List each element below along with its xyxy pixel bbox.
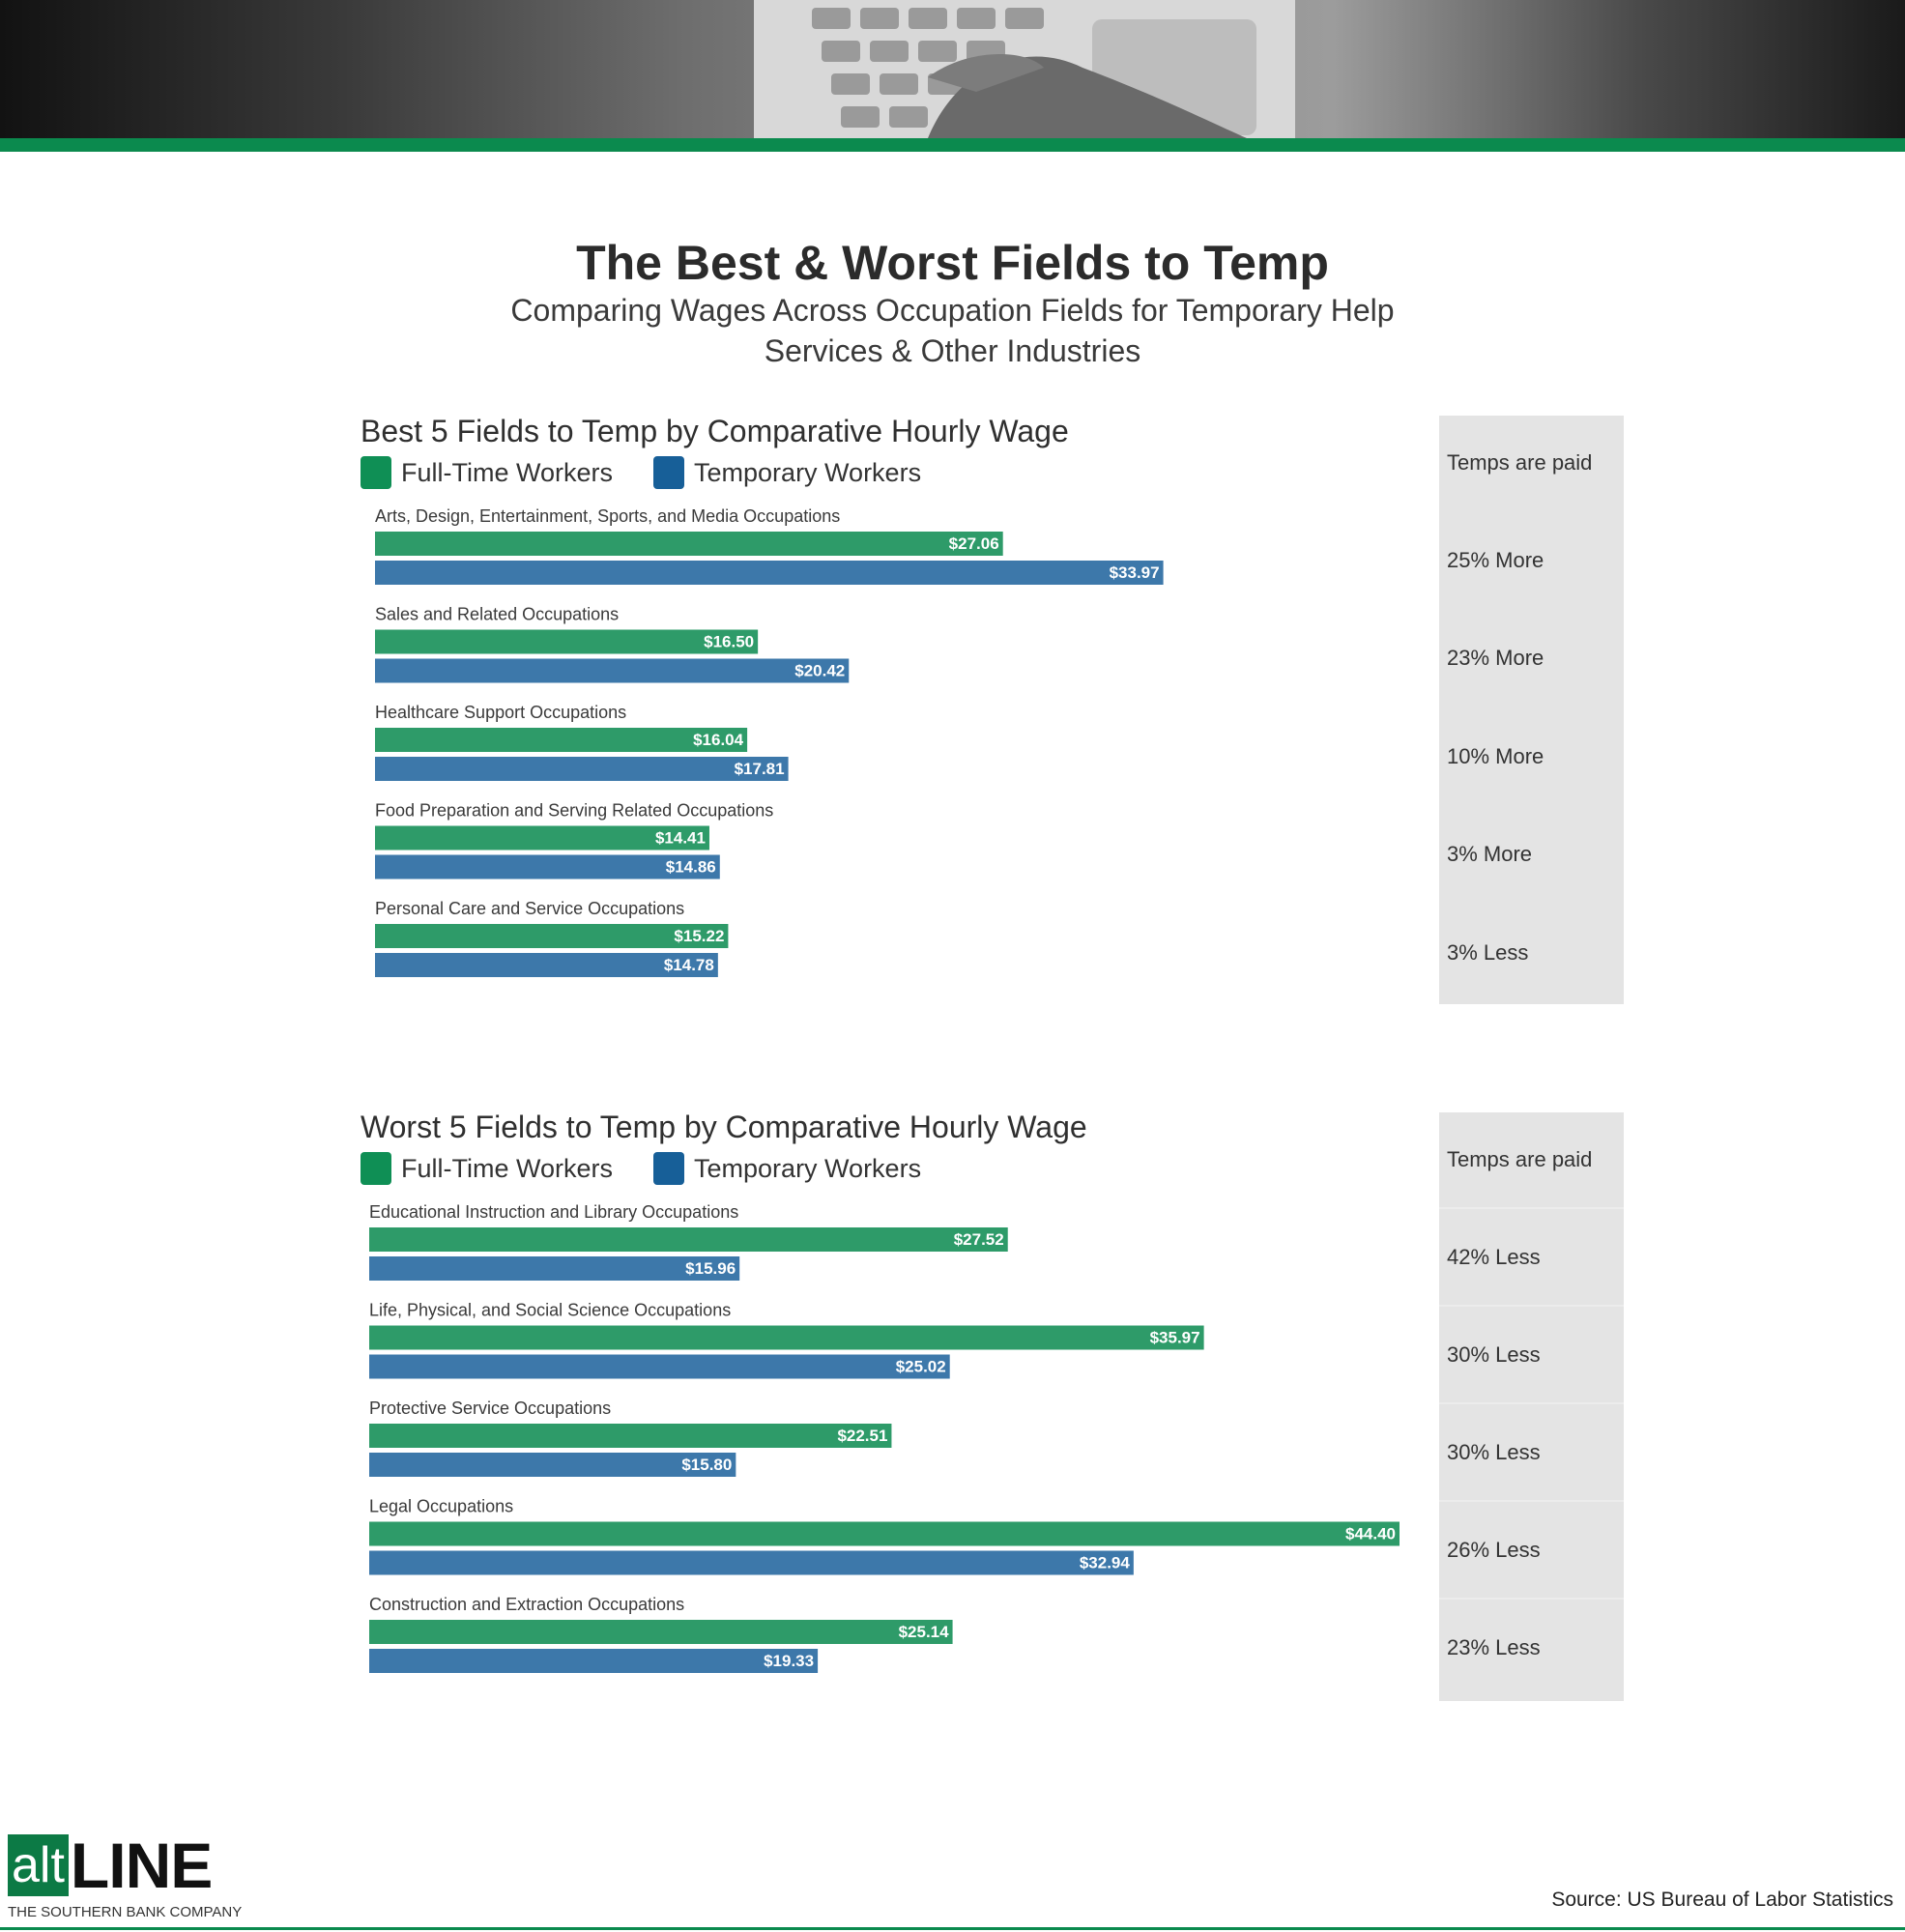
best-temporary-bar-1 <box>375 561 1164 585</box>
best-full-time-value-2: $16.50 <box>704 632 755 651</box>
best-category-label-5: Personal Care and Service Occupations <box>375 899 685 918</box>
worst-temporary-bar-5 <box>369 1649 818 1673</box>
best-category-label-3: Healthcare Support Occupations <box>375 703 627 722</box>
worst-full-time-bar-5 <box>369 1620 953 1644</box>
worst-category-label-3: Protective Service Occupations <box>369 1399 612 1418</box>
worst-legend <box>361 1152 962 1185</box>
legend-full-time-label: Full-Time Workers <box>401 1153 614 1183</box>
full-time-swatch <box>361 456 391 489</box>
best-comparison-5: 3% Less <box>1447 940 1529 965</box>
best-side-header: Temps are paid <box>1447 450 1593 475</box>
best-comparison-2: 23% More <box>1447 646 1544 670</box>
best-comparison-4: 3% More <box>1447 842 1533 866</box>
worst-full-time-value-2: $35.97 <box>1149 1328 1200 1347</box>
best-temporary-value-2: $20.42 <box>794 661 846 680</box>
worst-full-time-value-4: $44.40 <box>1345 1524 1396 1543</box>
best-full-time-value-4: $14.41 <box>654 828 706 848</box>
legend-full-time <box>361 1152 613 1185</box>
legend-temporary-label: Temporary Workers <box>694 457 922 487</box>
source-note: Source: US Bureau of Labor Statistics <box>1551 1889 1893 1911</box>
best-full-time-value-1: $27.06 <box>948 534 999 553</box>
full-time-swatch <box>361 1152 391 1185</box>
worst-full-time-value-1: $27.52 <box>953 1230 1004 1249</box>
logo-tagline: THE SOUTHERN BANK COMPANY <box>8 1904 243 1920</box>
best-full-time-bar-2 <box>375 630 758 654</box>
altline-logo <box>8 1830 269 1926</box>
worst-temporary-value-2: $25.02 <box>895 1357 946 1376</box>
legend-temporary-label: Temporary Workers <box>694 1153 922 1183</box>
page-title: The Best & Worst Fields to Temp <box>576 236 1329 290</box>
best-temporary-value-3: $17.81 <box>734 760 785 778</box>
footer-accent-line <box>0 1927 1905 1930</box>
worst-full-time-value-5: $25.14 <box>898 1623 949 1641</box>
worst-category-label-2: Life, Physical, and Social Science Occupations <box>369 1300 732 1320</box>
logo-line-text: LINE <box>70 1830 213 1901</box>
best-category-label-2: Sales and Related Occupations <box>375 604 620 624</box>
temporary-swatch <box>653 456 684 489</box>
best-chart-title: Best 5 Fields to Temp by Comparative Hourly Wage <box>361 414 1069 448</box>
worst-comparison-2: 30% Less <box>1447 1342 1541 1367</box>
worst-temporary-value-5: $19.33 <box>764 1652 815 1670</box>
worst-comparison-1: 42% Less <box>1447 1245 1541 1269</box>
worst-side-header: Temps are paid <box>1447 1147 1593 1171</box>
best-full-time-bar-3 <box>375 728 747 752</box>
best-full-time-value-5: $15.22 <box>674 927 725 945</box>
legend-temporary <box>653 1152 921 1185</box>
worst-temporary-bar-4 <box>369 1551 1134 1575</box>
worst-full-time-bar-1 <box>369 1227 1008 1252</box>
worst-comparison-4: 26% Less <box>1447 1538 1541 1562</box>
worst-full-time-value-3: $22.51 <box>837 1427 888 1445</box>
best-comparison-1: 25% More <box>1447 548 1544 572</box>
best-category-label-4: Food Preparation and Serving Related Occupations <box>375 800 774 821</box>
legend-full-time-label: Full-Time Workers <box>401 457 614 487</box>
best-full-time-bar-1 <box>375 532 1003 556</box>
best-temporary-value-1: $33.97 <box>1109 563 1160 582</box>
best-full-time-value-3: $16.04 <box>693 731 744 749</box>
best-temporary-value-5: $14.78 <box>663 956 714 974</box>
best-temporary-bar-3 <box>375 757 789 781</box>
best-comparison-3: 10% More <box>1447 744 1544 768</box>
legend-temporary <box>653 456 921 489</box>
worst-fields-bar-chart <box>0 1198 1905 1682</box>
worst-temporary-value-3: $15.80 <box>681 1456 733 1474</box>
worst-temporary-bar-2 <box>369 1355 950 1379</box>
page-subtitle <box>0 290 1905 371</box>
best-temporary-bar-2 <box>375 659 849 683</box>
legend-full-time <box>361 456 613 489</box>
worst-category-label-1: Educational Instruction and Library Occupations <box>369 1202 739 1222</box>
keyboard-hand-illustration <box>0 0 1905 138</box>
logo-alt-text: alt <box>8 1834 69 1896</box>
temporary-swatch <box>653 1152 684 1185</box>
best-fields-bar-chart <box>0 503 1905 986</box>
subtitle-line-2: Services & Other Industries <box>764 333 1141 368</box>
worst-full-time-bar-2 <box>369 1326 1204 1350</box>
worst-full-time-bar-3 <box>369 1424 891 1448</box>
worst-temporary-bar-1 <box>369 1256 739 1281</box>
header-photo <box>0 0 1905 138</box>
worst-comparison-5: 23% Less <box>1447 1635 1541 1659</box>
worst-category-label-4: Legal Occupations <box>369 1496 514 1516</box>
worst-comparison-3: 30% Less <box>1447 1440 1541 1464</box>
worst-temporary-value-4: $32.94 <box>1079 1553 1130 1572</box>
worst-category-label-5: Construction and Extraction Occupations <box>369 1595 685 1614</box>
worst-chart-title: Worst 5 Fields to Temp by Comparative Hourly Wage <box>361 1110 1087 1144</box>
best-temporary-value-4: $14.86 <box>665 857 716 877</box>
subtitle-line-1: Comparing Wages Across Occupation Fields for Temporary Help <box>510 293 1395 328</box>
best-legend <box>361 456 962 489</box>
header-accent-bar <box>0 138 1905 152</box>
worst-temporary-value-1: $15.96 <box>685 1259 736 1278</box>
best-category-label-1: Arts, Design, Entertainment, Sports, and Media Occupations <box>375 506 841 526</box>
logo-wordmark <box>8 1830 269 1901</box>
worst-full-time-bar-4 <box>369 1522 1400 1546</box>
